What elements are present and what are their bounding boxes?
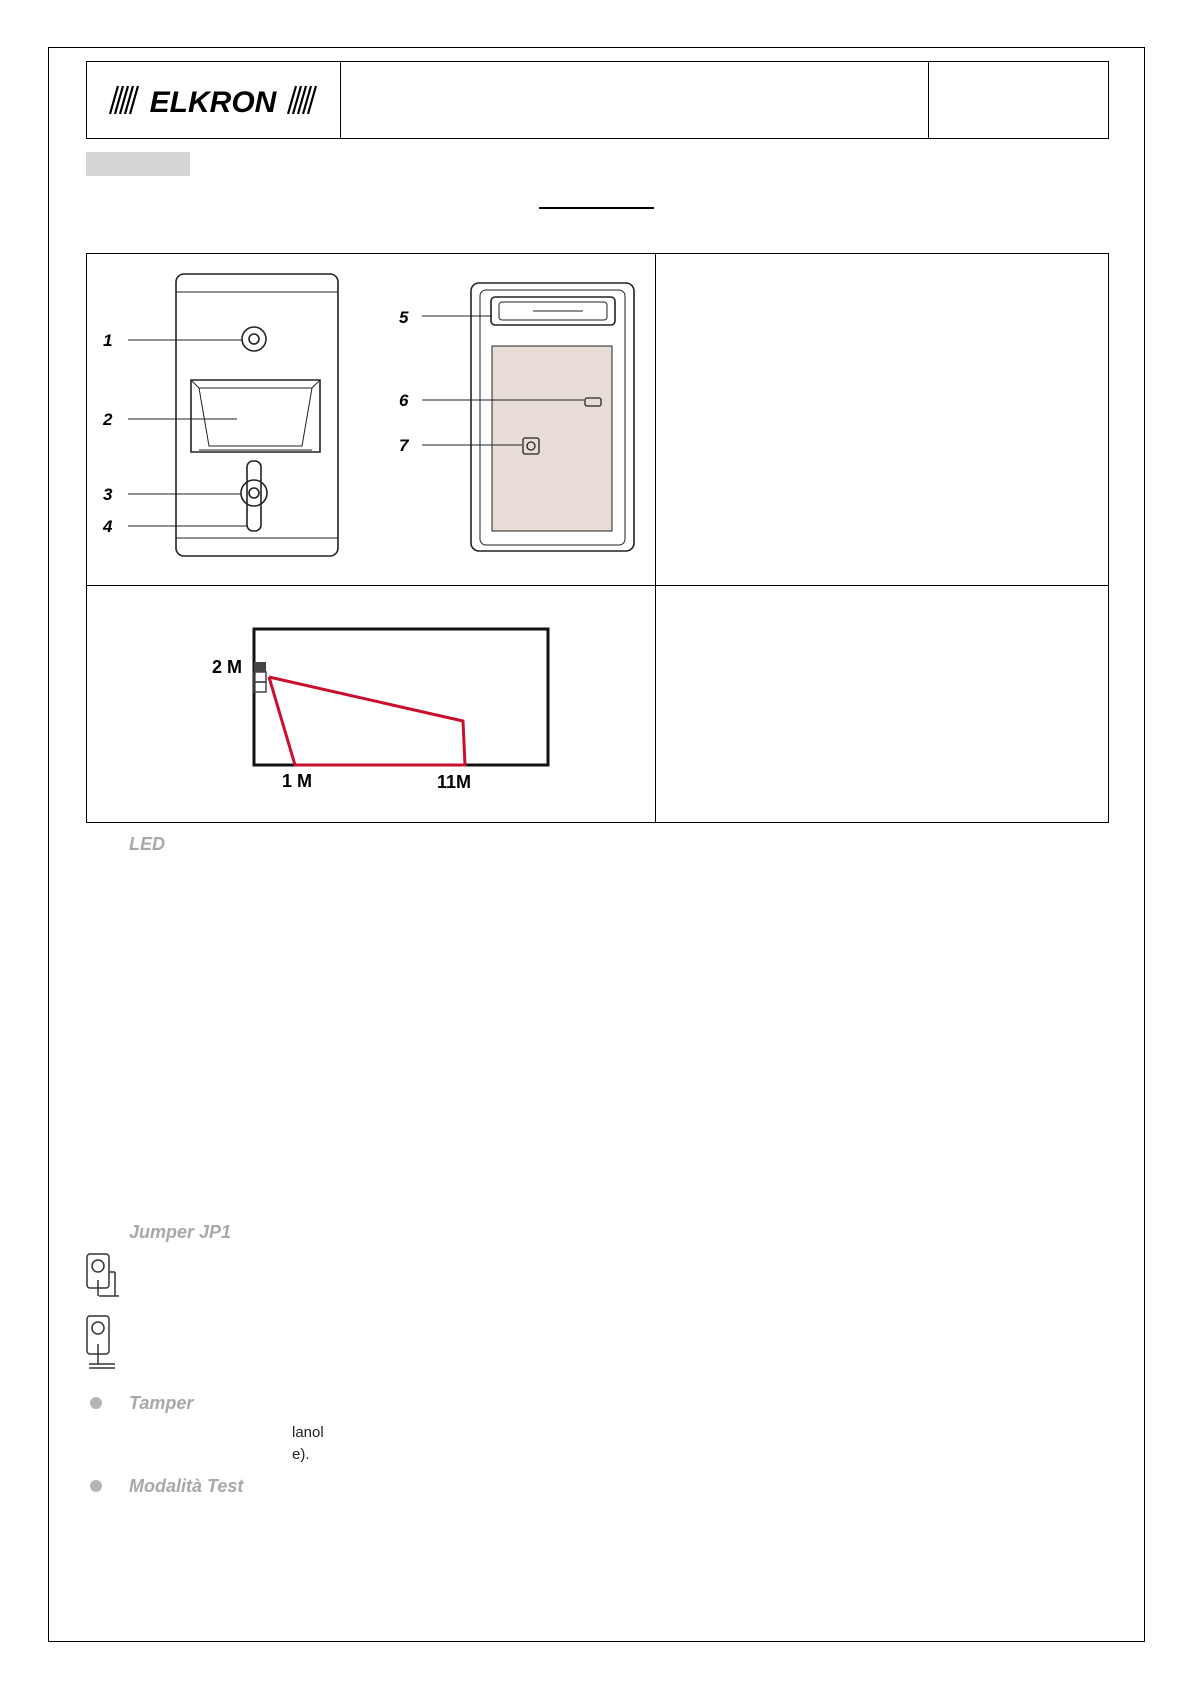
label-far: 11M — [437, 772, 472, 792]
logo-cell — [87, 62, 341, 138]
text-fragment-2: e). — [292, 1446, 310, 1463]
section-tab — [86, 152, 190, 176]
logo-text: ELKRON — [149, 86, 276, 119]
text-fragment-1: lanol — [292, 1424, 324, 1441]
bullet-test-mode — [90, 1480, 102, 1492]
header-title-cell — [341, 62, 929, 138]
callout-1: 1 — [103, 331, 113, 350]
elkron-logo — [104, 80, 324, 120]
callout-7: 7 — [399, 436, 409, 455]
coverage-diagram — [87, 585, 655, 823]
detector-front-figure — [87, 254, 655, 585]
section-led: LED — [129, 834, 165, 854]
header-code-cell — [929, 62, 1108, 138]
section-tamper: Tamper — [129, 1393, 194, 1413]
document-header — [86, 61, 1109, 139]
section-jumper: Jumper JP1 — [129, 1222, 232, 1242]
callout-5: 5 — [399, 308, 409, 327]
callout-3: 3 — [103, 485, 113, 504]
jumper-closed-icon — [85, 1314, 121, 1370]
label-height: 2 M — [212, 657, 243, 677]
title-underline — [539, 207, 654, 209]
callout-4: 4 — [103, 517, 113, 536]
bullet-tamper — [90, 1397, 102, 1409]
label-near: 1 M — [282, 771, 313, 791]
section-test-mode: Modalità Test — [129, 1476, 244, 1496]
beam-coverage — [269, 677, 465, 765]
figure-table — [86, 253, 1109, 823]
jumper-open-icon — [85, 1252, 121, 1300]
callout-2: 2 — [103, 410, 113, 429]
callout-6: 6 — [399, 391, 409, 410]
